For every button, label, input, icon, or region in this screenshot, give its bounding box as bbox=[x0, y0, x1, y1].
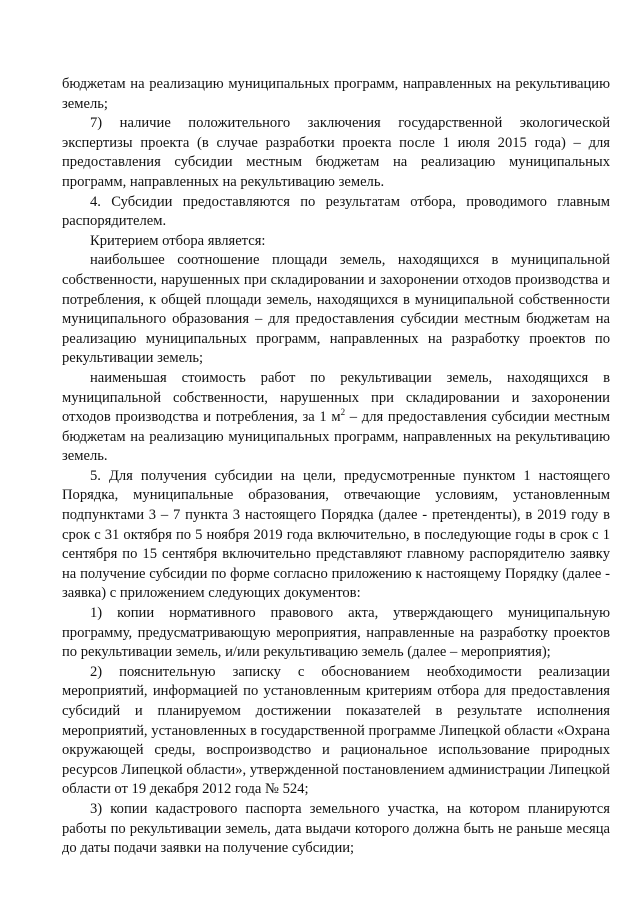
paragraph-document-2: 2) пояснительную записку с обоснованием необходимости реализации мероприятий, информацией по установленным критериям отбора для предоставления субсидий и планируемом достижении показателей в результате исполнения мероприятий, установленных в государственной программе Липецкой области «Охрана окружающей среды, воспроизводство и рациональное использование природных ресурсов Липецкой области», утвержденной постановлением администрации Липецкой области от 19 декабря 2012 года № 524; bbox=[62, 663, 610, 798]
criterion-2-text-end: – для предоставления субсидии местным бюджетам на реализацию муниципальных программ, направленных на рекультивацию земель. bbox=[62, 409, 610, 465]
paragraph-criterion-1: наибольшее соотношение площади земель, находящихся в муниципальной собственности, нарушенных при складировании и захоронении отходов производства и потребления, к общей площади земель, находящихся в муниципальной собственности муниципального образования – для предоставления субсидии местным бюджетам на реализацию муниципальных программ, направленных на разработку проектов по рекультивации земель; bbox=[62, 252, 610, 367]
paragraph-criterion-2 bbox=[62, 369, 610, 467]
paragraph-budget-continuation: бюджетам на реализацию муниципальных программ, направленных на рекультивацию земель; bbox=[62, 76, 610, 112]
paragraph-document-1: 1) копии нормативного правового акта, утверждающего муниципальную программу, предусматривающую мероприятия, направленные на разработку проектов по рекультивации земель, и/или рекультивацию земель (далее – мероприятия); bbox=[62, 605, 610, 661]
paragraph-document-3: 3) копии кадастрового паспорта земельного участка, на котором планируются работы по рекультивации земель, дата выдачи которого должна быть не раньше месяца до даты подачи заявки на получение субсидии; bbox=[62, 800, 610, 857]
paragraph-section-4: 4. Субсидии предоставляются по результатам отбора, проводимого главным распорядителем. bbox=[62, 193, 610, 230]
criterion-2-text: наименьшая стоимость работ по рекультивации земель, находящихся в муниципальной собственности, нарушенных при складировании и захоронении отходов производства и потребления, за 1 м bbox=[62, 369, 610, 426]
square-meter-superscript: 2 bbox=[340, 407, 346, 418]
paragraph-item-7: 7) наличие положительного заключения государственной экологической экспертизы проекта (в случае разработки проекта после 1 июля 2015 года) – для предоставления субсидии местным бюджетам на реализацию муниципальных программ, направленных на рекультивацию земель. bbox=[62, 115, 610, 190]
paragraph-section-5: 5. Для получения субсидии на цели, предусмотренные пунктом 1 настоящего Порядка, муниципальные образования, отвечающие условиям, установленным подпунктами 3 – 7 пункта 3 настоящего Порядка (далее - претенденты), в 2019 году в срок с 31 октября по 5 ноября 2019 года включительно, в последующие годы в срок с 1 сентября по 15 сентября включительно представляют главному распорядителю заявку на получение субсидии по форме согласно приложению к настоящему Порядку (далее - заявка) с приложением следующих документов: bbox=[62, 467, 610, 602]
paragraph-criterion-heading: Критерием отбора является: bbox=[90, 232, 266, 249]
